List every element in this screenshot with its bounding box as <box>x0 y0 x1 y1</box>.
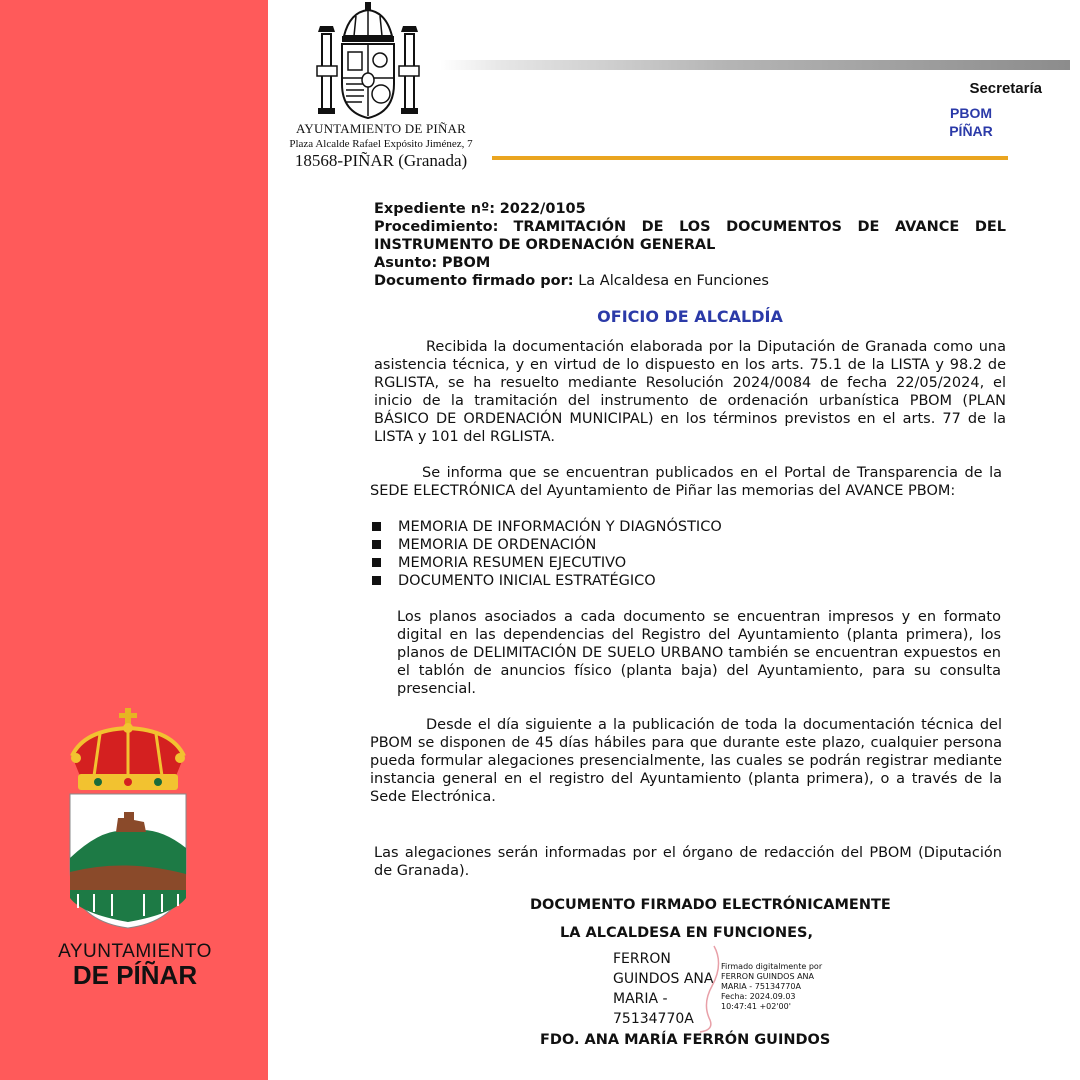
firmado-line <box>374 272 1006 290</box>
list-item-text: DOCUMENTO INICIAL ESTRATÉGICO <box>398 573 656 589</box>
list-item-text: MEMORIA DE ORDENACIÓN <box>398 537 597 553</box>
sidebar-name-line2: DE PÍÑAR <box>72 959 198 990</box>
list-item-text: MEMORIA DE INFORMACIÓN Y DIAGNÓSTICO <box>398 519 722 535</box>
procedimiento-line2 <box>374 236 1006 254</box>
procedimiento-value-line2: INSTRUMENTO DE ORDENACIÓN GENERAL <box>374 237 716 253</box>
list-item <box>372 518 972 536</box>
signer-role: LA ALCALDESA EN FUNCIONES, <box>560 925 813 941</box>
signer-line: MARIA - <box>613 991 668 1007</box>
expediente-label: Expediente nº: <box>374 201 496 217</box>
left-sidebar <box>0 0 268 1080</box>
asunto-line <box>374 254 1006 272</box>
procedimiento-line <box>374 218 1006 236</box>
list-item <box>372 536 972 554</box>
paragraph-1-text: Recibida la documentación elaborada por la Diputación de Granada como una asistencia técnica, y en virtud de lo dispuesto en los arts. 75.1 de la LISTA y 98.2 de RGLISTA, se ha resuelto mediante Resolución 2024/0084 de fecha 22/05/2024, el inicio de la tramitación del instrumento de ordenación urbanística PBOM (PLAN BÁSICO DE ORDENACIÓN MUNICIPAL) en los términos previstos en el arts. 77 de la LISTA y 101 del RGLISTA. <box>374 339 1006 445</box>
paragraph-5: Las alegaciones serán informadas por el órgano de redacción del PBOM (Diputación de Granada). <box>374 845 1002 879</box>
list-item <box>372 554 972 572</box>
signer-line: GUINDOS ANA <box>613 971 714 987</box>
header-tag-line2: PÍÑAR <box>949 123 993 139</box>
sidebar-municipality-name <box>30 942 240 989</box>
document-metadata <box>374 200 1006 290</box>
stamp-line: Firmado digitalmente por <box>721 962 823 971</box>
expediente-line <box>374 200 1006 218</box>
list-item <box>372 572 972 590</box>
paragraph-2 <box>370 464 1002 500</box>
document-title: OFICIO DE ALCALDÍA <box>597 307 783 326</box>
paragraph-4-text: Desde el día siguiente a la publicación de toda la documentación técnica del PBOM se disponen de 45 días hábiles para que durante este plazo, cualquier persona pueda formular alegaciones presencialmente, las cuales se podrán registrar mediante instancia general en el registro del Ayuntamiento (planta primera), o a través de la Sede Electrónica. <box>370 717 1002 805</box>
paragraph-2-text: Se informa que se encuentran publicados en el Portal de Transparencia de la SEDE ELECTRÓNICA del Ayuntamiento de Piñar las memorias del AVANCE PBOM: <box>370 465 1002 499</box>
header-gray-rule <box>440 60 1070 70</box>
signer-line: FERRON <box>613 951 671 967</box>
firmado-value: La Alcaldesa en Funciones <box>578 273 769 289</box>
bullet-square-icon <box>372 576 381 585</box>
bullet-square-icon <box>372 540 381 549</box>
signer-line: 75134770A <box>613 1011 694 1027</box>
paragraph-3: Los planos asociados a cada documento se encuentran impresos y en formato digital en las dependencias del Registro del Ayuntamiento (planta primera), los planos de DELIMITACIÓN DE SUELO URBANO también se encuentran expuestos en el tablón de anuncios físico (planta baja) del Ayuntamiento, para su consulta presencial. <box>397 609 1001 697</box>
signer-full-name: FDO. ANA MARÍA FERRÓN GUINDOS <box>540 1032 831 1048</box>
signed-electronically-label: DOCUMENTO FIRMADO ELECTRÓNICAMENTE <box>530 897 891 913</box>
paragraph-4 <box>370 716 1002 806</box>
sidebar-name-line1: AYUNTAMIENTO <box>58 941 212 962</box>
memorias-list <box>372 518 972 590</box>
header-tag <box>930 104 1012 140</box>
department-label: Secretaría <box>969 80 1042 97</box>
procedimiento-label: Procedimiento: <box>374 219 499 235</box>
firmado-label: Documento firmado por: <box>374 273 574 289</box>
digital-signature-stamp <box>721 962 841 1012</box>
header-address-block <box>276 121 486 171</box>
asunto-label: Asunto: <box>374 255 438 271</box>
bullet-square-icon <box>372 522 381 531</box>
list-item-text: MEMORIA RESUMEN EJECUTIVO <box>398 555 627 571</box>
stamp-line: FERRON GUINDOS ANA <box>721 972 815 981</box>
procedimiento-value-line1: TRAMITACIÓN DE LOS DOCUMENTOS DE AVANCE DEL <box>513 219 1007 235</box>
header-municipality: AYUNTAMIENTO DE PIÑAR <box>296 121 466 136</box>
stamp-line: Fecha: 2024.09.03 <box>721 992 796 1001</box>
header-address: Plaza Alcalde Rafael Expósito Jiménez, 7 <box>289 138 473 150</box>
header-postal: 18568-PIÑAR (Granada) <box>294 151 468 170</box>
asunto-value: PBOM <box>441 255 491 271</box>
bullet-square-icon <box>372 558 381 567</box>
header-gold-rule <box>492 156 1008 160</box>
paragraph-1 <box>374 338 1006 446</box>
stamp-line: 10:47:41 +02'00' <box>721 1002 791 1011</box>
spain-coat-of-arms-icon <box>316 2 420 120</box>
header-tag-line1: PBOM <box>950 105 992 121</box>
expediente-value: 2022/0105 <box>499 201 586 217</box>
stamp-line: MARIA - 75134770A <box>721 982 801 991</box>
municipal-coat-of-arms-icon <box>64 708 192 930</box>
